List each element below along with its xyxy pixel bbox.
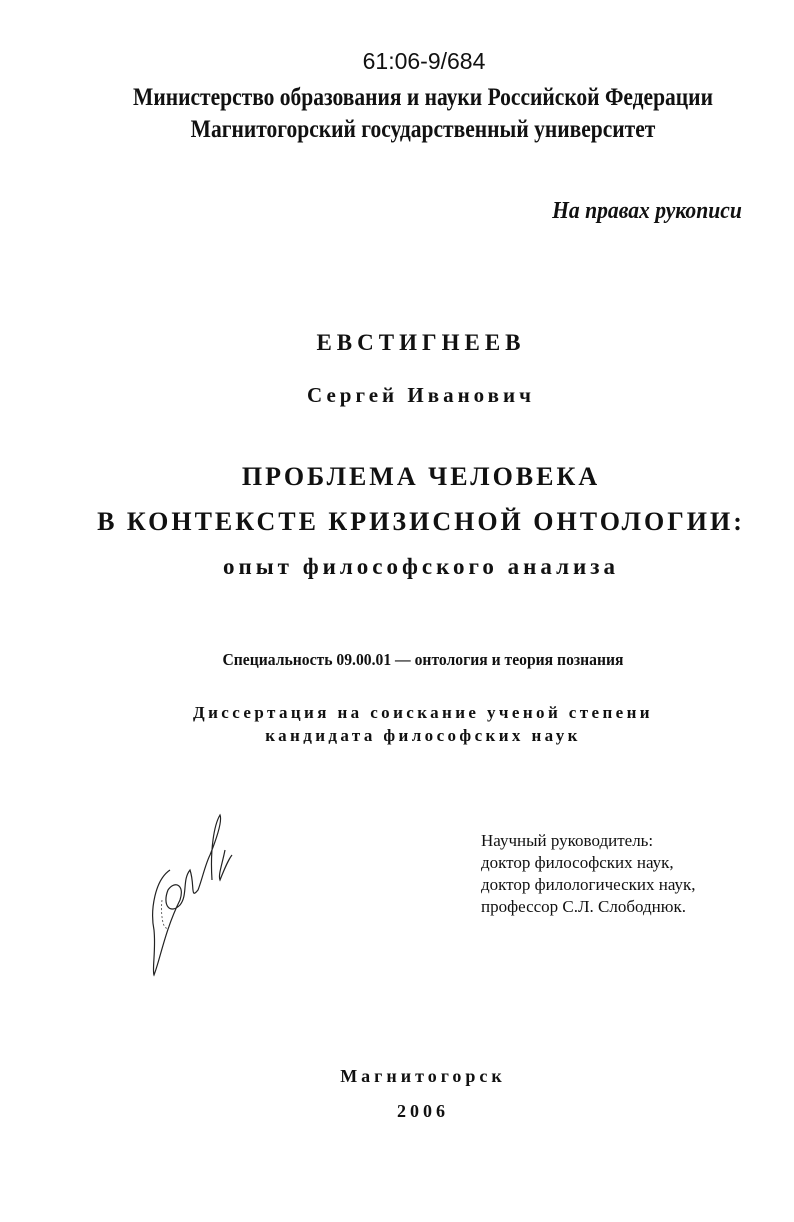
rights-note: На правах рукописи [552,198,742,224]
subtitle: опыт философского анализа [222,554,620,579]
year: 2006 [397,1101,449,1121]
catalog-code: 61:06-9/684 [362,48,486,74]
signature [140,810,240,980]
ministry-heading: Министерство образования и науки Российской Федерации [133,84,713,111]
dissertation-line-2: кандидата философских наук [265,726,581,745]
city: Магнитогорск [340,1066,506,1086]
supervisor-degree-2: доктор филологических наук, [481,875,696,894]
title-line-2: В КОНТЕКСТЕ КРИЗИСНОЙ ОНТОЛОГИИ: [97,507,745,536]
title-line-1: ПРОБЛЕМА ЧЕЛОВЕКА [241,462,601,491]
supervisor-label: Научный руководитель: [481,831,654,850]
author-name: Сергей Иванович [307,383,535,407]
supervisor-degree-1: доктор философских наук, [481,853,674,872]
specialty: Специальность 09.00.01 — онтология и теория познания [222,650,624,669]
supervisor-block [481,830,696,918]
author-surname: ЕВСТИГНЕЕВ [316,330,526,355]
supervisor-name: профессор С.Л. Слободнюк. [481,897,686,916]
dissertation-line-1: Диссертация на соискание ученой степени [193,703,653,722]
university-heading: Магнитогорский государственный университет [190,116,656,143]
